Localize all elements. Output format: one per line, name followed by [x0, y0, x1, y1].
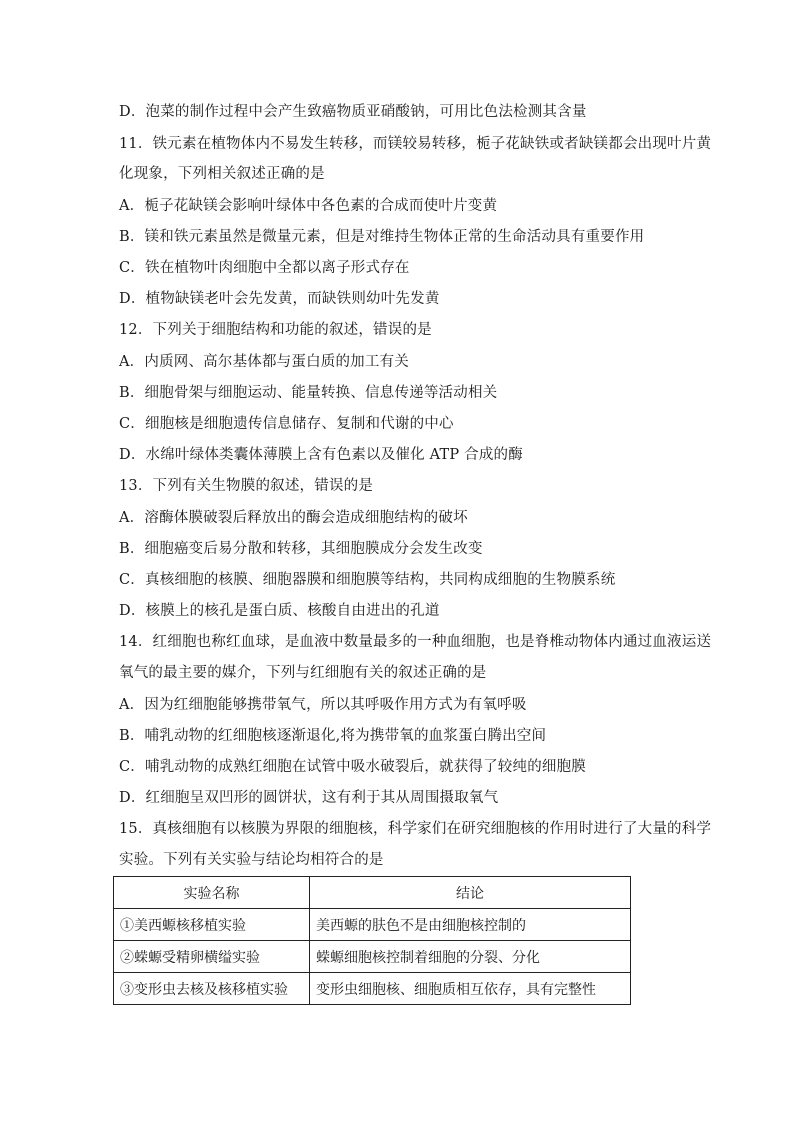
option-14b: B．哺乳动物的红细胞核逐渐退化,将为携带氧的血浆蛋白腾出空间 [119, 728, 547, 744]
table-header-experiment: 实验名称 [114, 877, 310, 909]
experiment-conclusion: 蝾螈细胞核控制着细胞的分裂、分化 [310, 941, 631, 973]
question-15-stem-cont: 实验。下列有关实验与结论均相符合的是 [119, 852, 384, 868]
question-12-stem: 12．下列关于细胞结构和功能的叙述，错误的是 [119, 322, 432, 338]
experiment-table [113, 876, 631, 1005]
table-row [114, 941, 631, 973]
option-11b: B．镁和铁元素虽然是微量元素，但是对维持生物体正常的生命活动具有重要作用 [119, 229, 645, 245]
option-14c: C．哺乳动物的成熟红细胞在试管中吸水破裂后，就获得了较纯的细胞膜 [119, 759, 586, 775]
option-12b: B．细胞骨架与细胞运动、能量转换、信息传递等活动相关 [119, 385, 498, 401]
table-row [114, 973, 631, 1005]
option-13a: A．溶酶体膜破裂后释放出的酶会造成细胞结构的破坏 [119, 510, 468, 526]
option-11d: D．植物缺镁老叶会先发黄，而缺铁则幼叶先发黄 [119, 291, 440, 307]
option-12c: C．细胞核是细胞遗传信息储存、复制和代谢的中心 [119, 416, 454, 432]
question-15-stem: 15．真核细胞有以核膜为界限的细胞核，科学家们在研究细胞核的作用时进行了大量的科学 [119, 821, 712, 837]
option-11a: A．栀子花缺镁会影响叶绿体中各色素的合成而使叶片变黄 [119, 198, 498, 214]
experiment-name: ③变形虫去核及核移植实验 [114, 973, 310, 1005]
option-13d: D．核膜上的核孔是蛋白质、核酸自由进出的孔道 [119, 603, 440, 619]
experiment-conclusion: 变形虫细胞核、细胞质相互依存，具有完整性 [310, 973, 631, 1005]
option-10d: D．泡菜的制作过程中会产生致癌物质亚硝酸钠，可用比色法检测其含量 [119, 104, 587, 120]
option-11c: C．铁在植物叶肉细胞中全都以离子形式存在 [119, 260, 410, 276]
experiment-name: ①美西螈核移植实验 [114, 909, 310, 941]
option-12a: A．内质网、高尔基体都与蛋白质的加工有关 [119, 354, 409, 370]
experiment-name: ②蝾螈受精卵横缢实验 [114, 941, 310, 973]
option-12d: D．水绵叶绿体类囊体薄膜上含有色素以及催化 ATP 合成的酶 [119, 447, 523, 463]
table-row [114, 909, 631, 941]
question-13-stem: 13．下列有关生物膜的叙述，错误的是 [119, 478, 374, 494]
experiment-conclusion: 美西螈的肤色不是由细胞核控制的 [310, 909, 631, 941]
question-14-stem-cont: 氧气的最主要的媒介，下列与红细胞有关的叙述正确的是 [119, 665, 487, 681]
option-14d: D．红细胞呈双凹形的圆饼状，这有利于其从周围摄取氧气 [119, 790, 499, 806]
table-header-row [114, 877, 631, 909]
option-13c: C．真核细胞的核膜、细胞器膜和细胞膜等结构，共同构成细胞的生物膜系统 [119, 572, 616, 588]
question-14-stem: 14．红细胞也称红血球，是血液中数量最多的一种血细胞，也是脊椎动物体内通过血液运送 [119, 634, 712, 650]
option-13b: B．细胞癌变后易分散和转移，其细胞膜成分会发生改变 [119, 541, 483, 557]
option-14a: A．因为红细胞能够携带氧气，所以其呼吸作用方式为有氧呼吸 [119, 697, 527, 713]
table-header-conclusion: 结论 [310, 877, 631, 909]
question-11-stem-cont: 化现象，下列相关叙述正确的是 [119, 166, 325, 182]
question-11-stem: 11．铁元素在植物体内不易发生转移，而镁较易转移，栀子花缺铁或者缺镁都会出现叶片黄 [119, 136, 712, 152]
